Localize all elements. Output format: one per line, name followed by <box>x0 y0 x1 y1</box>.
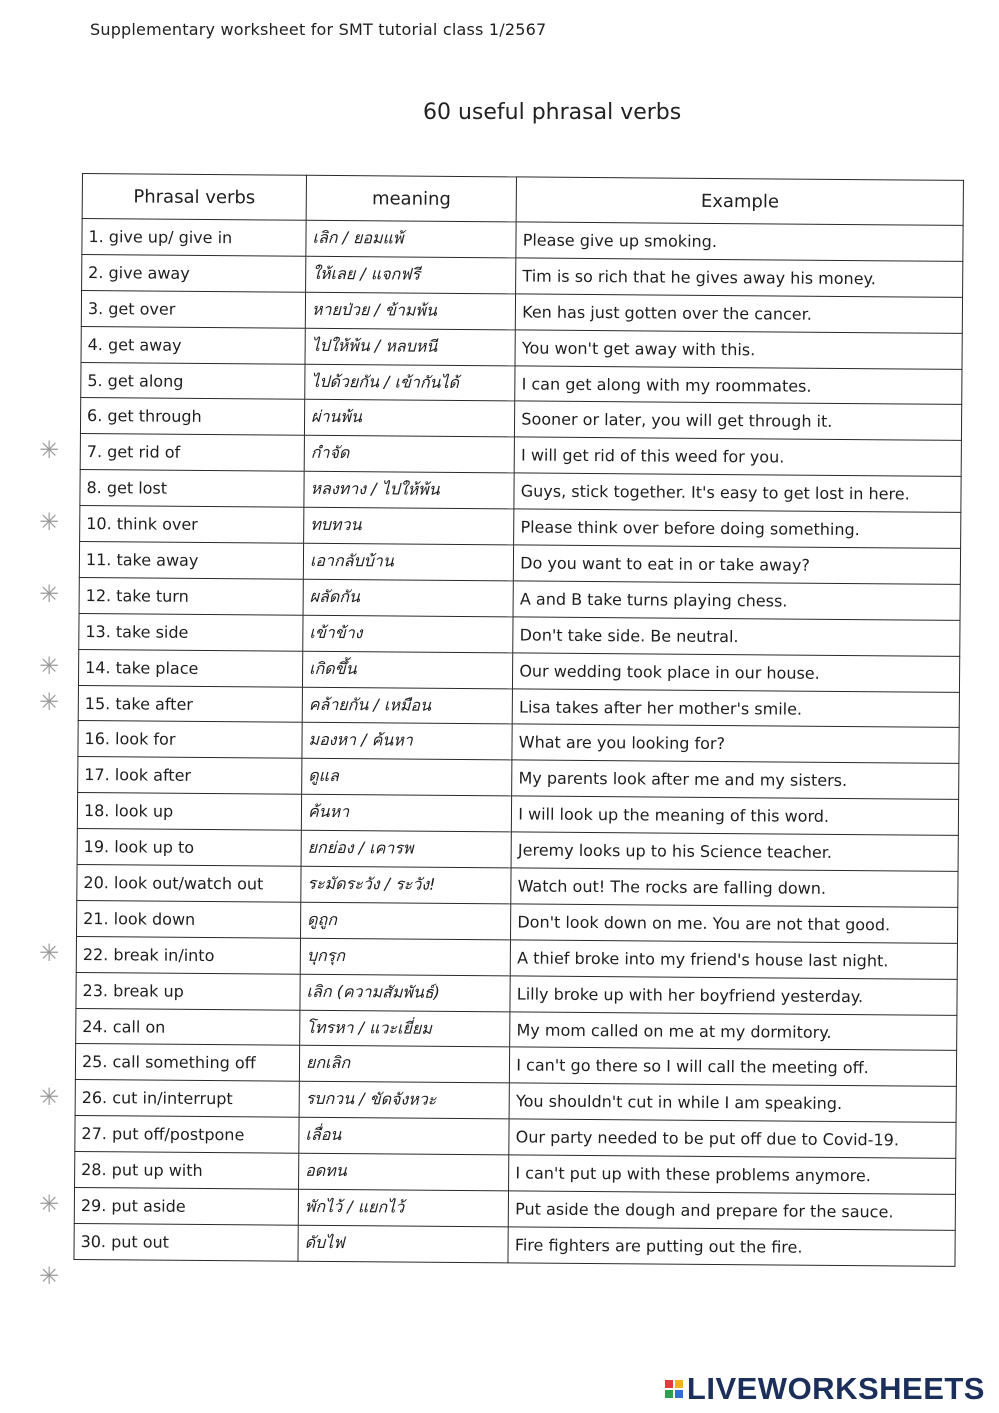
example-cell: I can't put up with these problems anymore. <box>509 1155 956 1194</box>
phrasal-verb-cell: 6. get through <box>80 398 304 436</box>
example-cell: What are you looking for? <box>512 724 959 763</box>
meaning-cell: พักไว้ / แยกไว้ <box>298 1189 509 1227</box>
meaning-cell: ดูถูก <box>301 902 512 940</box>
meaning-cell: ระมัดระวัง / ระวัง! <box>301 866 512 904</box>
phrasal-verb-cell: 5. get along <box>81 362 305 400</box>
table-row <box>74 1223 955 1266</box>
column-header-example: Example <box>516 177 963 226</box>
phrasal-verb-cell: 29. put aside <box>74 1188 298 1226</box>
meaning-cell: เลิก / ยอมแพ้ <box>306 220 517 258</box>
phrasal-verbs-table <box>73 173 964 1267</box>
phrasal-verb-cell: 8. get lost <box>80 470 304 508</box>
example-cell: Guys, stick together. It's easy to get lost in here. <box>514 473 961 512</box>
meaning-cell: เลื่อน <box>299 1117 510 1155</box>
phrasal-verb-cell: 2. give away <box>82 254 306 292</box>
phrasal-verb-cell: 24. call on <box>76 1008 300 1046</box>
meaning-cell: ดูแล <box>302 759 513 797</box>
margin-star-mark-icon: ✳ <box>38 508 60 537</box>
phrasal-verb-cell: 26. cut in/interrupt <box>75 1080 299 1118</box>
example-cell: I will look up the meaning of this word. <box>512 796 959 835</box>
worksheet-title: 60 useful phrasal verbs <box>423 100 682 125</box>
phrasal-verb-cell: 17. look after <box>78 757 302 795</box>
margin-star-mark-icon: ✳ <box>38 1082 60 1111</box>
liveworksheets-logo <box>665 1371 985 1407</box>
logo-text: LIVEWORKSHEETS <box>686 1371 985 1406</box>
margin-star-mark-icon: ✳ <box>38 1262 60 1291</box>
phrasal-verb-cell: 13. take side <box>79 613 303 651</box>
example-cell: Don't look down on me. You are not that good. <box>511 904 958 943</box>
example-cell: Fire fighters are putting out the fire. <box>508 1227 955 1266</box>
meaning-cell: รบกวน / ขัดจังหวะ <box>299 1082 510 1120</box>
meaning-cell: หายป่วย / ข้ามพ้น <box>305 292 516 330</box>
phrasal-verb-cell: 21. look down <box>77 900 301 938</box>
example-cell: Please give up smoking. <box>516 222 963 261</box>
meaning-cell: เข้าข้าง <box>303 615 514 653</box>
example-cell: You shouldn't cut in while I am speaking. <box>509 1083 956 1122</box>
phrasal-verb-cell: 3. get over <box>81 290 305 328</box>
example-cell: A thief broke into my friend's house last night. <box>510 940 957 979</box>
phrasal-verb-cell: 18. look up <box>77 793 301 831</box>
phrasal-verb-cell: 1. give up/ give in <box>82 219 306 257</box>
example-cell: Lisa takes after her mother's smile. <box>512 688 959 727</box>
logo-squares-icon <box>665 1380 683 1398</box>
meaning-cell: ไปด้วยกัน / เข้ากันได้ <box>305 364 516 402</box>
phrasal-verb-cell: 7. get rid of <box>80 434 304 472</box>
margin-star-mark-icon: ✳ <box>38 1190 60 1219</box>
phrasal-verb-cell: 28. put up with <box>75 1152 299 1190</box>
logo-square <box>665 1390 673 1398</box>
meaning-cell: คล้ายกัน / เหมือน <box>302 687 513 725</box>
example-cell: Please think over before doing something. <box>514 509 961 548</box>
phrasal-verb-cell: 11. take away <box>79 542 303 580</box>
example-cell: Watch out! The rocks are falling down. <box>511 868 958 907</box>
meaning-cell: เกิดขึ้น <box>302 651 513 689</box>
phrasal-verb-cell: 15. take after <box>78 685 302 723</box>
example-cell: My mom called on me at my dormitory. <box>510 1011 957 1050</box>
meaning-cell: ค้นหา <box>301 794 512 832</box>
example-cell: Sooner or later, you will get through it. <box>515 401 962 440</box>
meaning-cell: โทรหา / แวะเยี่ยม <box>300 1010 511 1048</box>
meaning-cell: ให้เลย / แจกฟรี <box>306 256 517 294</box>
example-cell: Tim is so rich that he gives away his money. <box>516 258 963 297</box>
logo-square <box>675 1380 683 1388</box>
margin-star-mark-icon: ✳ <box>38 436 60 465</box>
meaning-cell: ยกเลิก <box>299 1046 510 1084</box>
meaning-cell: เอากลับบ้าน <box>303 543 514 581</box>
phrasal-verb-cell: 12. take turn <box>79 577 303 615</box>
example-cell: Don't take side. Be neutral. <box>513 617 960 656</box>
column-header-meaning: meaning <box>306 175 517 222</box>
example-cell: Do you want to eat in or take away? <box>514 545 961 584</box>
phrasal-verb-cell: 19. look up to <box>77 829 301 867</box>
meaning-cell: บุกรุก <box>300 938 511 976</box>
meaning-cell: หลงทาง / ไปให้พ้น <box>304 471 515 509</box>
example-cell: I can get along with my roommates. <box>515 365 962 404</box>
meaning-cell: ไปให้พ้น / หลบหนี <box>305 328 516 366</box>
table-header-row <box>82 174 963 226</box>
phrasal-verb-cell: 30. put out <box>74 1223 298 1261</box>
logo-square <box>675 1390 683 1398</box>
meaning-cell: เลิก (ความสัมพันธ์) <box>300 974 511 1012</box>
phrasal-verb-cell: 27. put off/postpone <box>75 1116 299 1154</box>
meaning-cell: ทบทวน <box>304 507 515 545</box>
meaning-cell: ยกย่อง / เคารพ <box>301 830 512 868</box>
meaning-cell: อดทน <box>299 1153 510 1191</box>
margin-star-mark-icon: ✳ <box>38 651 60 680</box>
example-cell: Lilly broke up with her boyfriend yesterday. <box>510 976 957 1015</box>
phrasal-verb-cell: 23. break up <box>76 972 300 1010</box>
example-cell: Jeremy looks up to his Science teacher. <box>511 832 958 871</box>
phrasal-verb-cell: 4. get away <box>81 326 305 364</box>
meaning-cell: กำจัด <box>304 436 515 474</box>
phrasal-verb-cell: 22. break in/into <box>76 936 300 974</box>
example-cell: I can't go there so I will call the meeting off. <box>510 1047 957 1086</box>
column-header-phrasal-verbs: Phrasal verbs <box>82 174 306 221</box>
meaning-cell: ผลัดกัน <box>303 579 514 617</box>
phrasal-verb-cell: 16. look for <box>78 721 302 759</box>
meaning-cell: มองหา / ค้นหา <box>302 723 513 761</box>
phrasal-verb-cell: 20. look out/watch out <box>77 865 301 903</box>
margin-star-mark-icon: ✳ <box>38 939 60 967</box>
example-cell: Our party needed to be put off due to Covid-19. <box>509 1119 956 1158</box>
example-cell: Ken has just gotten over the cancer. <box>516 294 963 333</box>
example-cell: I will get rid of this weed for you. <box>514 437 961 476</box>
example-cell: A and B take turns playing chess. <box>513 581 960 620</box>
worksheet-header: Supplementary worksheet for SMT tutorial class 1/2567 <box>90 20 547 39</box>
meaning-cell: ดับไฟ <box>298 1225 509 1263</box>
margin-star-mark-icon: ✳ <box>38 580 60 608</box>
example-cell: You won't get away with this. <box>515 330 962 369</box>
example-cell: Our wedding took place in our house. <box>513 653 960 692</box>
phrasal-verb-cell: 25. call something off <box>75 1044 299 1082</box>
phrasal-verb-cell: 10. think over <box>80 506 304 544</box>
example-cell: Put aside the dough and prepare for the sauce. <box>509 1191 956 1230</box>
meaning-cell: ผ่านพ้น <box>304 400 515 438</box>
phrasal-verb-cell: 14. take place <box>78 649 302 687</box>
example-cell: My parents look after me and my sisters. <box>512 760 959 799</box>
logo-square <box>665 1380 673 1388</box>
margin-star-mark-icon: ✳ <box>38 687 60 716</box>
